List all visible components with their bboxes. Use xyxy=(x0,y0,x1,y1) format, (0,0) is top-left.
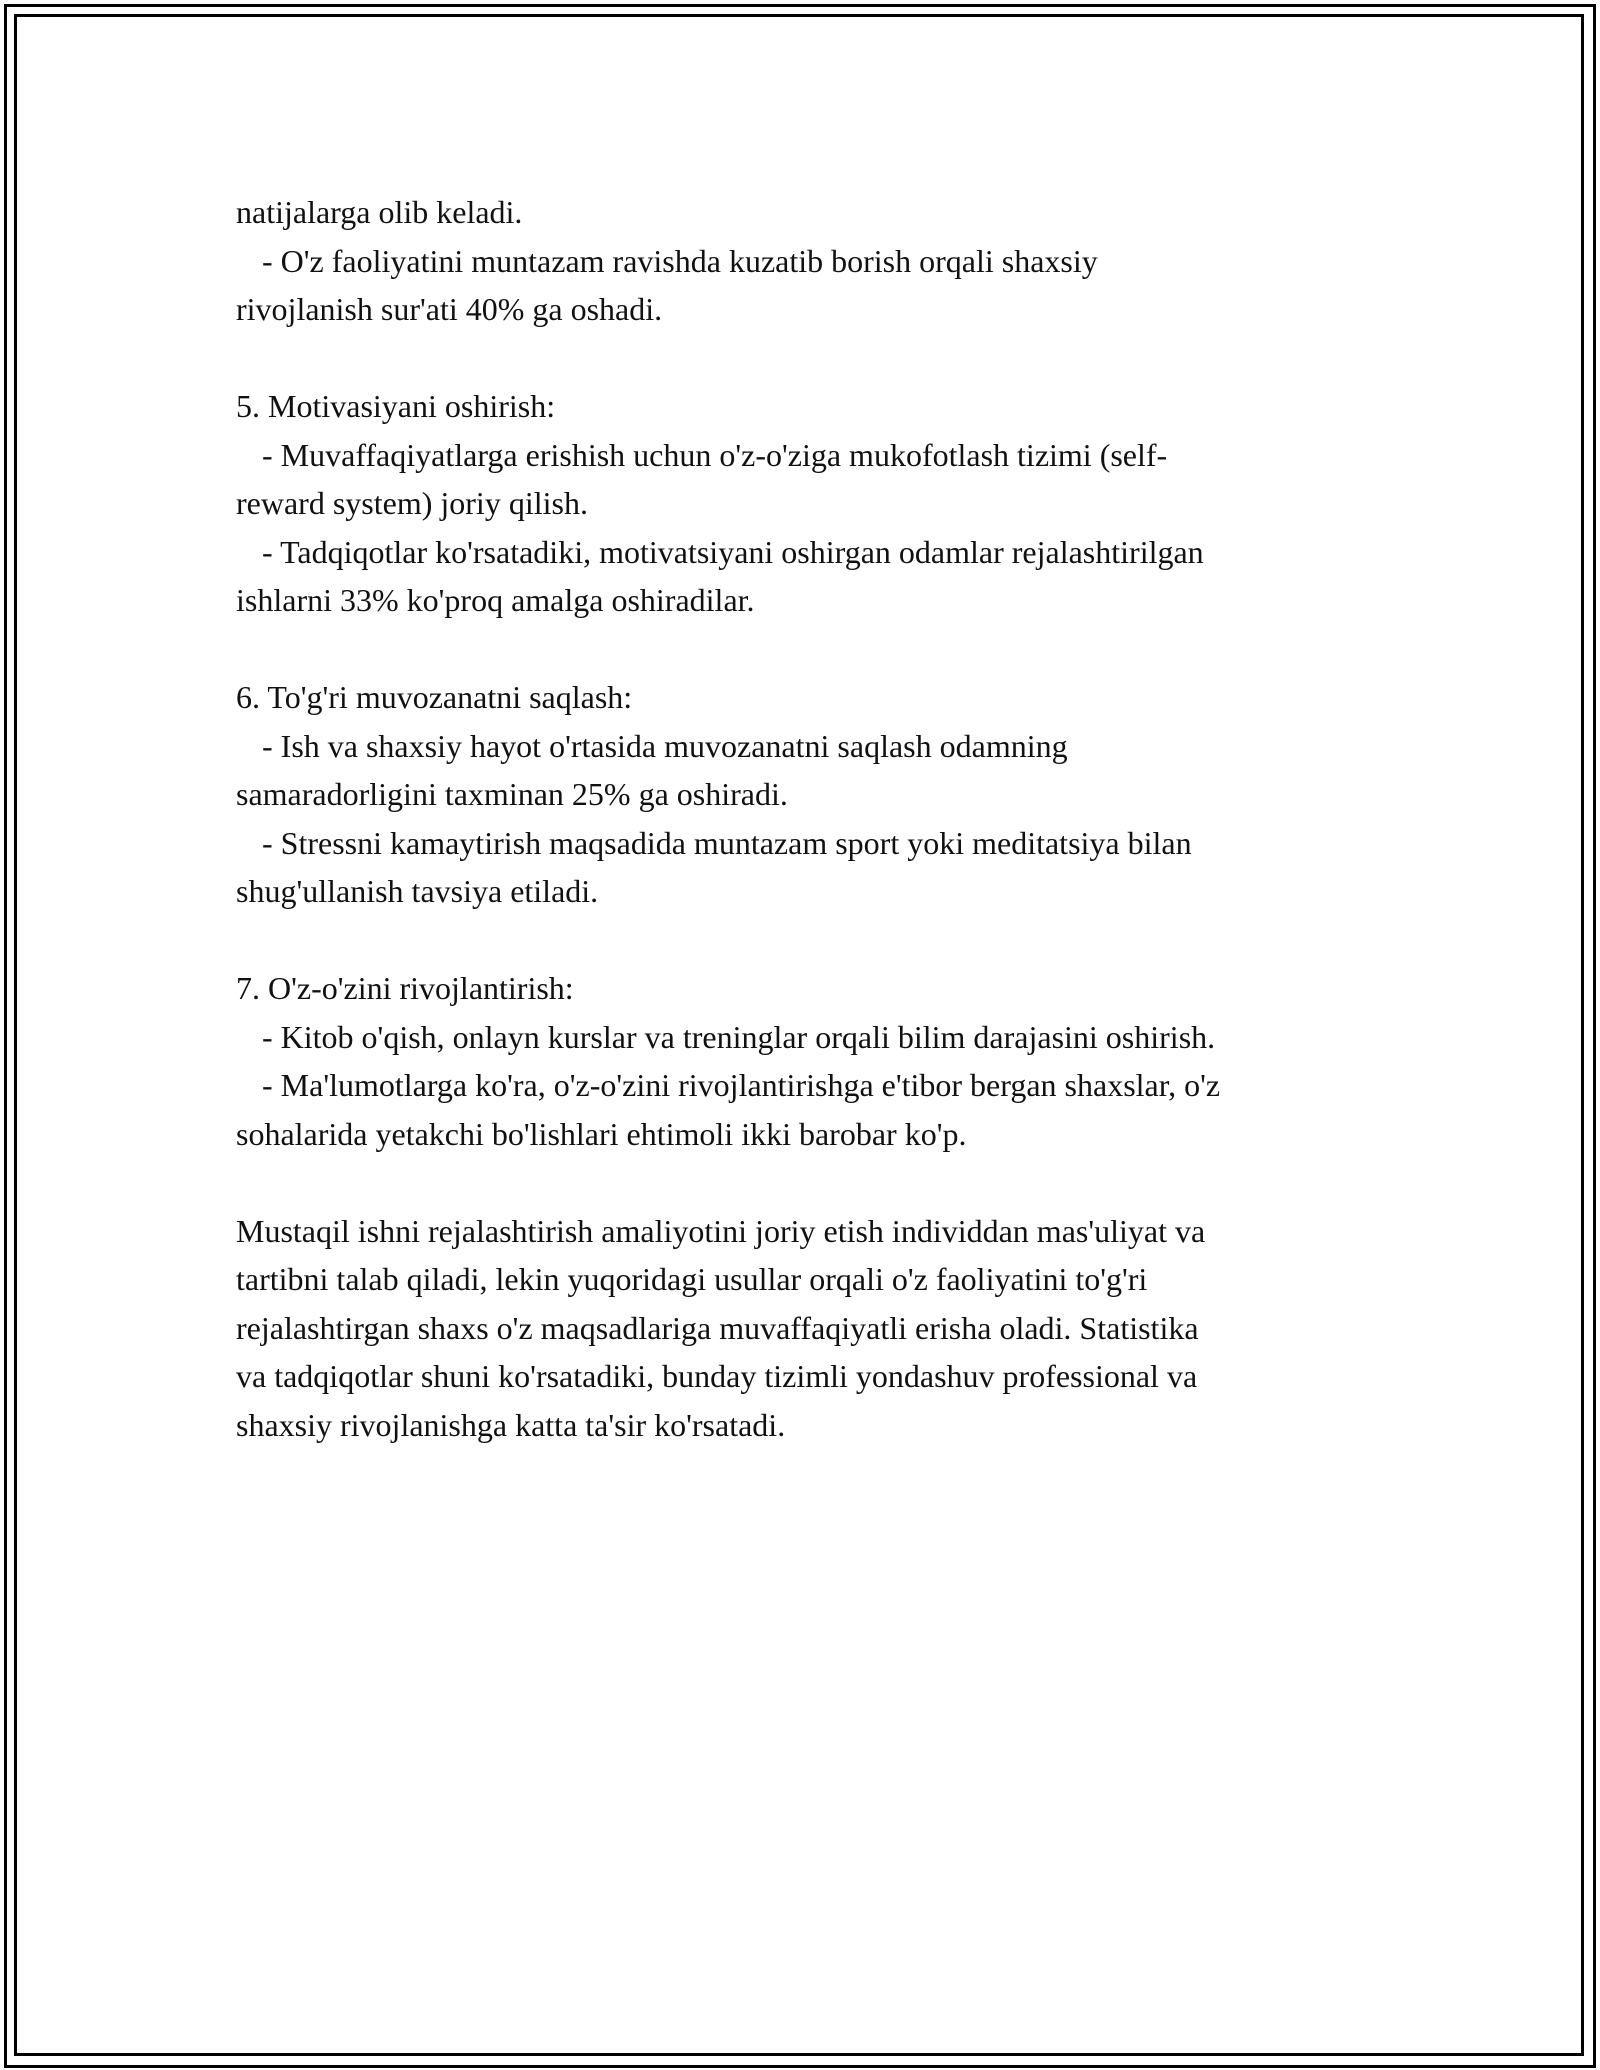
list-item-line: - Ma'lumotlarga ko'ra, o'z-o'zini rivojlantirishga e'tibor bergan shaxslar, o'z xyxy=(262,1067,1221,1103)
conclusion-line: va tadqiqotlar shuni ko'rsatadiki, bunday tizimli yondashuv professional va xyxy=(236,1358,1198,1394)
text-line: sohalarida yetakchi bo'lishlari ehtimoli ikki barobar ko'p. xyxy=(236,1115,967,1152)
conclusion-line: Mustaqil ishni rejalashtirish amaliyotini joriy etish individdan mas'uliyat va xyxy=(236,1212,1206,1249)
list-item-line: - Ish va shaxsiy hayot o'rtasida muvozanatni saqlash odamning xyxy=(262,727,1068,764)
section-heading: 5. Motivasiyani oshirish: xyxy=(236,388,556,424)
text-line: natijalarga olib keladi. xyxy=(236,194,523,230)
conclusion-line: rejalashtirgan shaxs o'z maqsadlariga muvaffaqiyatli erisha oladi. Statistika xyxy=(236,1309,1199,1346)
blank-line xyxy=(236,334,1376,383)
list-item-line: - Kitob o'qish, onlayn kurslar va treninglar orqali bilim darajasini oshirish. xyxy=(262,1018,1216,1055)
document-body xyxy=(236,188,1376,1449)
text-line: samaradorligini taxminan 25% ga oshiradi. xyxy=(236,776,788,812)
blank-line xyxy=(236,1158,1376,1207)
text-line: shug'ullanish tavsiya etiladi. xyxy=(236,873,599,909)
blank-line xyxy=(236,625,1376,674)
list-item-line: - Tadqiqotlar ko'rsatadiki, motivatsiyani oshirgan odamlar rejalashtirilgan xyxy=(262,533,1204,570)
section-heading: 7. O'z-o'zini rivojlantirish: xyxy=(236,970,574,1006)
blank-line xyxy=(236,916,1376,965)
text-line: reward system) joriy qilish. xyxy=(236,485,588,521)
section-heading: 6. To'g'ri muvozanatni saqlash: xyxy=(236,679,633,715)
list-item-line: - Muvaffaqiyatlarga erishish uchun o'z-o'ziga mukofotlash tizimi (self- xyxy=(262,436,1168,473)
text-line: rivojlanish sur'ati 40% ga oshadi. xyxy=(236,291,663,327)
list-item-line: - O'z faoliyatini muntazam ravishda kuzatib borish orqali shaxsiy xyxy=(262,242,1098,279)
conclusion-line: tartibni talab qiladi, lekin yuqoridagi usullar orqali o'z faoliyatini to'g'ri xyxy=(236,1261,1148,1297)
text-line: ishlarni 33% ko'proq amalga oshiradilar. xyxy=(236,582,755,618)
conclusion-line: shaxsiy rivojlanishga katta ta'sir ko'rsatadi. xyxy=(236,1406,786,1443)
list-item-line: - Stressni kamaytirish maqsadida muntazam sport yoki meditatsiya bilan xyxy=(262,824,1192,861)
